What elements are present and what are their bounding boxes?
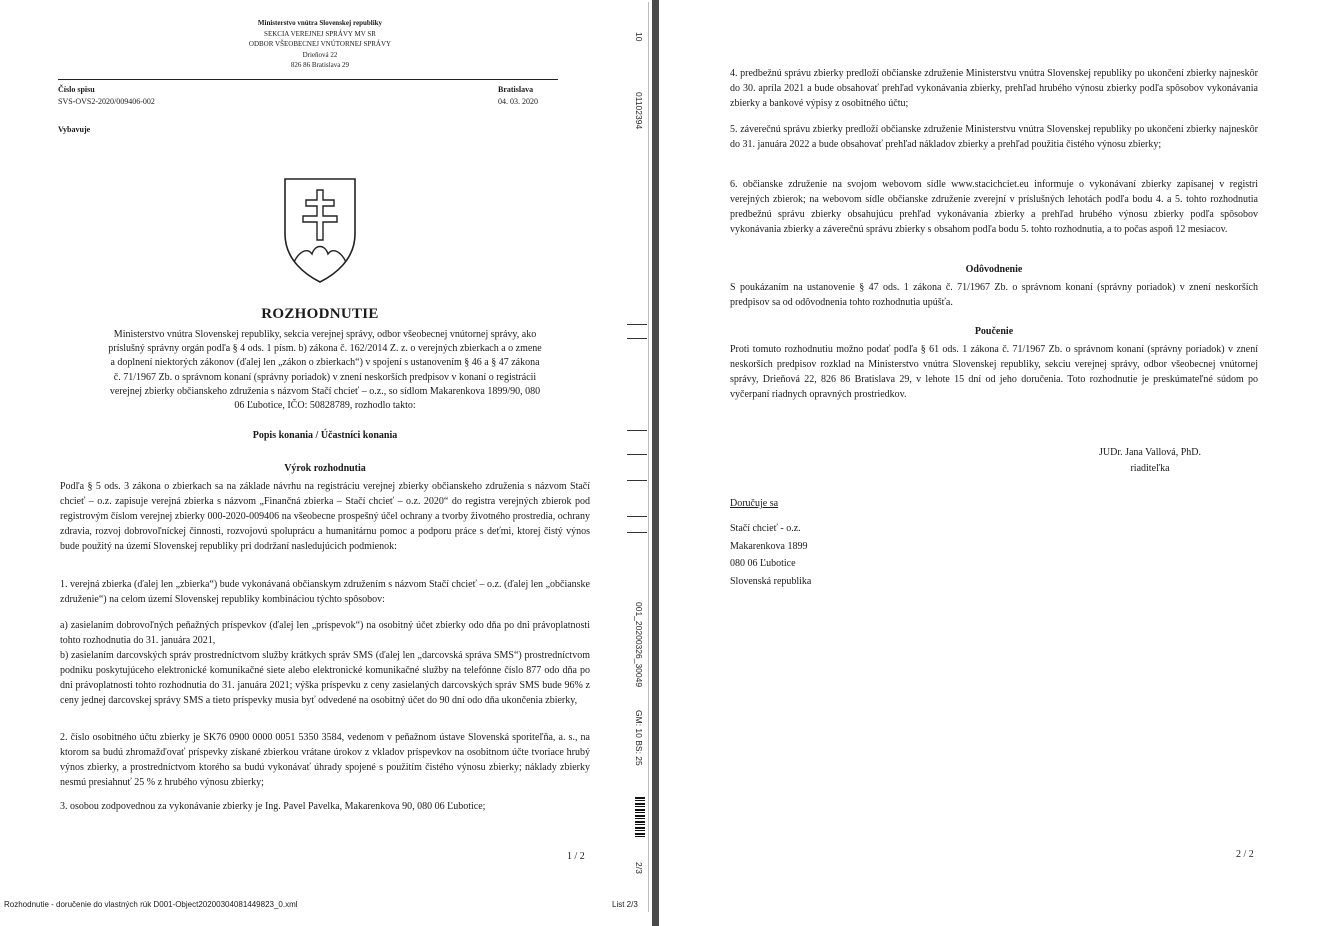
slovak-coat-of-arms-icon xyxy=(282,176,358,284)
heading-justification: Odôvodnenie xyxy=(965,264,1023,275)
header-rule xyxy=(58,79,558,80)
side-mark xyxy=(627,480,647,481)
heading-instruction: Poučenie xyxy=(974,326,1014,337)
page-divider xyxy=(652,0,659,926)
side-mark xyxy=(627,532,647,533)
condition-1a: a) zasielaním dobrovoľných peňažných príspevkov (ďalej len „príspevok“) na osobitný účet zbierky odo dňa po dni právoplatnosti tohto rozhodnutia do 31. januára 2021, xyxy=(60,620,590,646)
address-line: Makarenkova 1899 xyxy=(730,540,808,552)
condition-1b: b) zasielaním darcovských správ prostredníctvom služby krátkych správ SMS (ďalej len „darcovská správa SMS“) prostredníctvom podniku poskytujúceho elektronické komunikačné siete alebo elektronické komunikačné služby na telefónne číslo 877 odo dňa po dni právoplatnosti tohto rozhodnutia do 31. januára 2021; výška príspevku z ceny zasielaných darcovských správ SMS bude 96% z ceny jednej darcovskej správy SMS a tieto príspevky musia byť odvedené na osobitný účet do 90 dní odo dňa ukončenia zbierky, xyxy=(60,650,590,706)
address-line: Slovenská republika xyxy=(730,575,812,587)
condition-5: 5. záverečnú správu zbierky predloží občianske združenie Ministerstvu vnútra Slovenskej republiky po ukončení zbierky najneskôr do 31. januára 2022 a bude obsahovať prehľad nákladov zbierky a prehľad použitia čistého výnosu zbierky; xyxy=(730,124,1258,150)
side-sheet: 2/3 xyxy=(634,862,644,874)
signature-block xyxy=(1040,445,1260,477)
file-number-value: SVS-OVS2-2020/009406-002 xyxy=(58,97,155,106)
side-gm-bs: GM: 10 BS: 25 xyxy=(634,710,644,766)
header-line-section: SEKCIA VEREJNEJ SPRÁVY MV SR xyxy=(264,29,376,38)
verdict-paragraph: Podľa § 5 ods. 3 zákona o zbierkach sa na základe návrhu na registráciu verejnej zbierky občianskeho združenia s názvom Stačí chcieť – o.z. zapisuje verejná zbierka s názvom „Finančná zbierka – Stačí chcieť – o.z. 2020“ do registra verejných zbierok pod registrovým číslom verejnej zbierky 000-2020-009406 na všeobecne prospešný účel ochrany a tvorby životného prostredia, ochrany zdravia, rozvoj dobrovoľníckej činnosti, rozvojovú spoluprácu a humanitárnu pomoc a podporu práce s deťmi, ktorej čistý výnos bude použitý na území Slovenskej republiky pri dodržaní nasledujúcich podmienok: xyxy=(60,481,590,552)
page-number: 2 / 2 xyxy=(1236,849,1254,860)
place-date-block xyxy=(498,84,538,108)
decision-title: ROZHODNUTIE xyxy=(261,306,379,322)
delivery-address xyxy=(730,520,811,590)
condition-6: 6. občianske združenie na svojom webovom sídle www.stacichciet.eu informuje o vykonávaní zbierky zapísanej v registri verejných zbierok; na webovom sídle občianske združenie zverejní v príslušných lehotách podľa bodu 4. a 5. tohto rozhodnutia predbežnú správu zbierky obsahujúcu prehľad vykonávania zbierky a prehľad hrubého výnosu zbierky podľa spôsobov vykonávania zbierky a záverečnú správu zbierky s obsahom podľa bodu 5. tohto rozhodnutia, a to počas aspoň 12 mesiacov. xyxy=(730,179,1258,235)
header-line-street: Drieňová 22 xyxy=(302,50,338,59)
footer-sheet: List 2/3 xyxy=(612,900,638,909)
side-mark xyxy=(627,454,647,455)
delivery-label: Doručuje sa xyxy=(730,498,779,509)
footer-filename: Rozhodnutie - doručenie do vlastných rúk D001-Object20200304081449823_0.xml xyxy=(4,900,298,909)
heading-procedure: Popis konania / Účastníci konania xyxy=(252,430,398,441)
address-line: Stačí chcieť - o.z. xyxy=(730,523,801,534)
justification-paragraph: S poukázaním na ustanovenie § 47 ods. 1 zákona č. 71/1967 Zb. o správnom konaní (správny poriadok) v znení neskorších predpisov sa od odôvodnenia tohto rozhodnutia upúšťa. xyxy=(730,282,1258,308)
barcode-icon xyxy=(635,797,645,839)
place: Bratislava xyxy=(498,85,534,94)
side-mark xyxy=(627,324,647,325)
file-number-label: Číslo spisu xyxy=(58,85,95,94)
condition-1: 1. verejná zbierka (ďalej len „zbierka“) bude vykonávaná občianskym združením s názvom Stačí chcieť – o.z. (ďalej len „občianske združenie“) na celom území Slovenskej republiky kombináciou týchto spôsobov: xyxy=(60,579,590,605)
ministry-header xyxy=(2,18,638,71)
condition-3: 3. osobou zodpovednou za vykonávanie zbierky je Ing. Pavel Pavelka, Makarenkova 90, 080 06 Ľubotice; xyxy=(60,801,486,812)
header-line-ministry: Ministerstvo vnútra Slovenskej republiky xyxy=(257,19,383,27)
signatory-title: riaditeľka xyxy=(1130,463,1170,474)
document-page-2 xyxy=(660,2,1312,912)
header-line-department: ODBOR VŠEOBECNEJ VNÚTORNEJ SPRÁVY xyxy=(248,40,392,48)
file-number-block xyxy=(58,84,155,108)
side-code: 01102394 xyxy=(634,92,644,130)
header-line-city: 826 86 Bratislava 29 xyxy=(290,61,350,69)
address-line: 080 06 Ľubotice xyxy=(730,558,796,569)
intro-paragraph: Ministerstvo vnútra Slovenskej republiky, sekcia verejnej správy, odbor všeobecnej vnútornej správy, ako príslušný správny orgán podľa § 4 ods. 1 písm. b) zákona č. 162/2014 Z. z. o verejných zbierkach a o zmene a doplnení niektorých zákonov (ďalej len „zákon o zbierkach“) v spojení s ustanovením § 46 a § 47 zákona č. 71/1967 Zb. o správnom konaní (správny poriadok) v znení neskorších predpisov v konaní o registrácii verejnej zbierky občianskeho združenia s názvom Stačí chcieť – o.z., so sídlom Makarenkova 1899/90, 080 06 Ľubotice, IČO: 50828789, rozhodlo takto: xyxy=(108,329,542,412)
side-mark xyxy=(627,516,647,517)
side-top-number: 10 xyxy=(634,32,644,42)
handled-by-label: Vybavuje xyxy=(58,125,91,134)
side-reference: 001_20200326_30049 xyxy=(634,602,644,688)
date: 04. 03. 2020 xyxy=(498,97,538,106)
signatory-name: JUDr. Jana Vallová, PhD. xyxy=(1098,447,1202,458)
side-mark xyxy=(627,338,647,339)
heading-verdict: Výrok rozhodnutia xyxy=(284,463,366,474)
condition-2: 2. číslo osobitného účtu zbierky je SK76 0900 0000 0051 5350 3584, vedenom v peňažnom ústave Slovenská sporiteľňa, a. s., na ktorom sa budú zhromažďovať príspevky získané zbierkou vrátane úrokov z vkladov príspevkov na osobitnom účte tvoriace hrubý výnos zbierky, a prostredníctvom ktorého sa budú vykonávať úhrady spojené s použitím čistého výnosu zbierky; náklady zbierky nesmú presiahnuť 25 % z hrubého výnosu zbierky; xyxy=(60,732,590,788)
instruction-paragraph: Proti tomuto rozhodnutiu možno podať podľa § 61 ods. 1 zákona č. 71/1967 Zb. o správnom konaní (správny poriadok) v znení neskorších predpisov rozklad na Ministerstvo vnútra Slovenskej republiky, sekciu verejnej správy, odbor všeobecnej vnútornej správy, Drieňová 22, 826 86 Bratislava 29, v lehote 15 dní od jeho doručenia. Toto rozhodnutie je preskúmateľné súdom po vyčerpaní riadnych opravných prostriedkov. xyxy=(730,344,1258,400)
condition-4: 4. predbežnú správu zbierky predloží občianske združenie Ministerstvu vnútra Slovenskej republiky po ukončení zbierky najneskôr do 30. apríla 2021 a bude obsahovať prehľad vykonávania zbierky, prehľad hrubého výnosu zbierky podľa spôsobov vykonávania zbierky a bankové výpisy z osobitného účtu; xyxy=(730,68,1258,109)
document-page-1 xyxy=(2,2,649,912)
side-mark xyxy=(627,430,647,431)
page-number: 1 / 2 xyxy=(567,851,585,862)
